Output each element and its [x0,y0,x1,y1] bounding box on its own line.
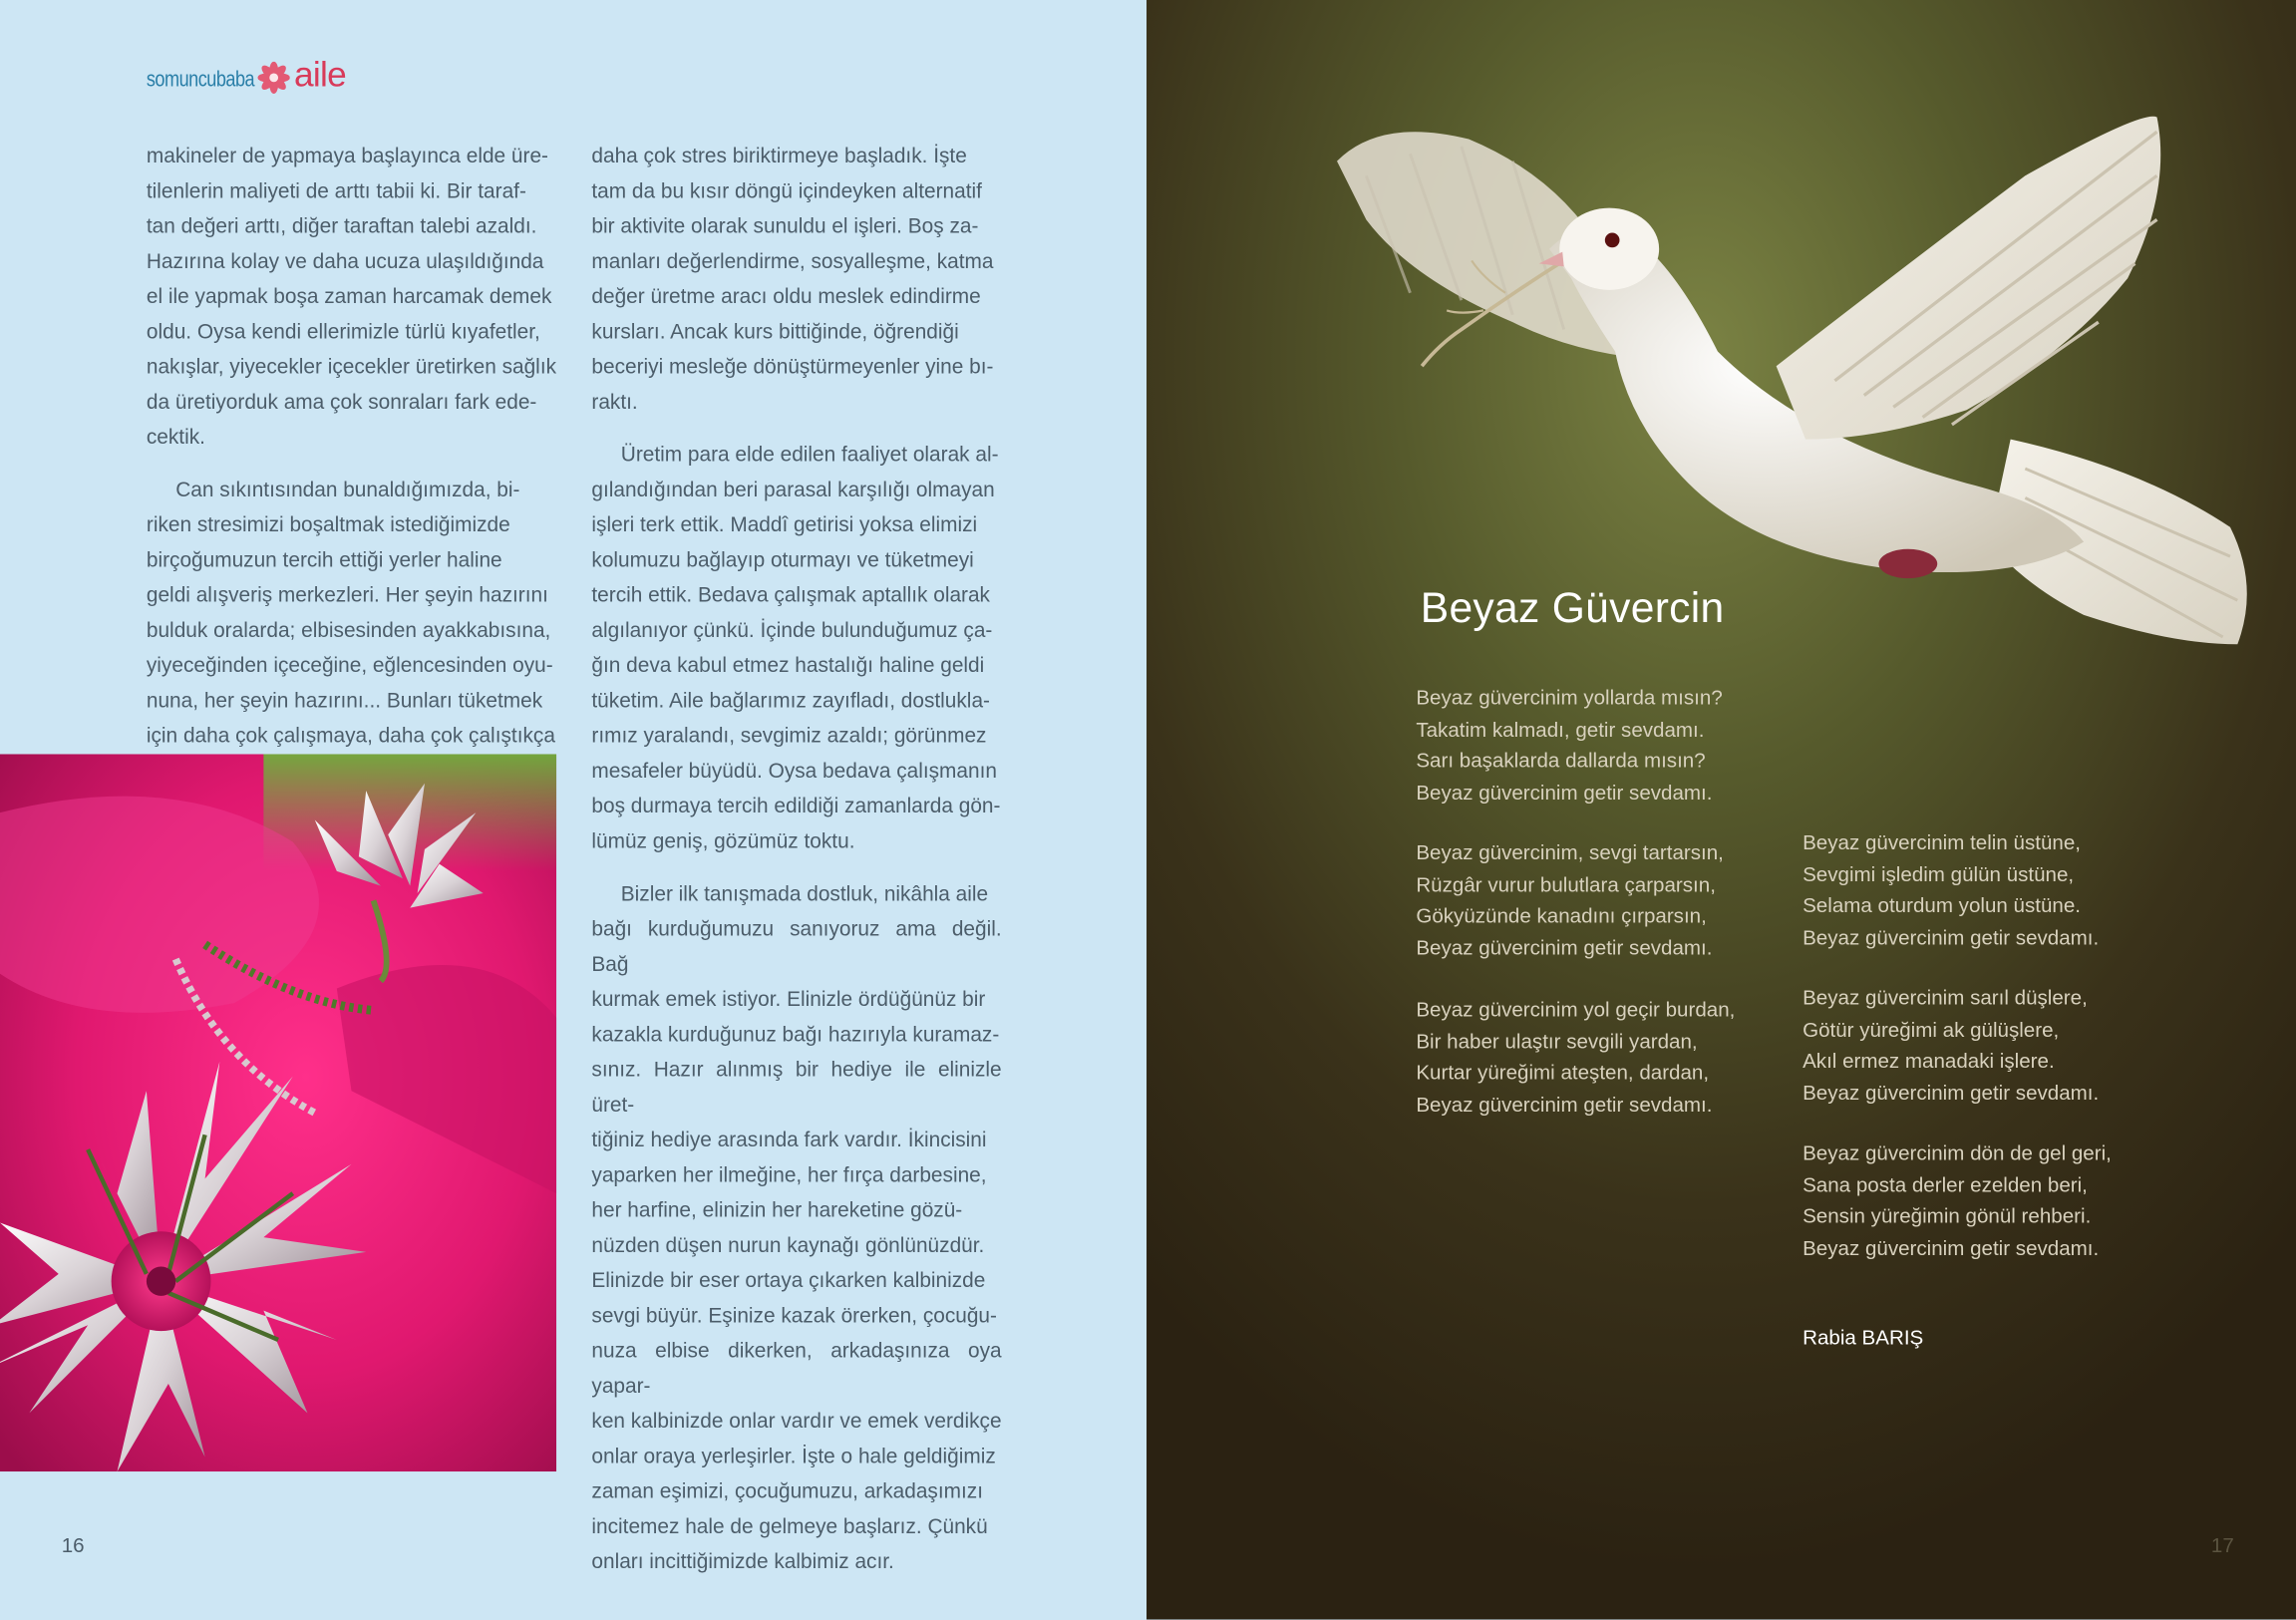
poem-line: Beyaz güvercinim getir sevdamı. [1416,934,1713,959]
poem-line: Takatim kalmadı, getir sevdamı. [1416,716,1705,741]
poem-line: Beyaz güvercinim getir sevdamı. [1803,924,2100,949]
logo-section-text: aile [293,55,346,96]
paragraph: daha çok stres biriktirmeye başladık. İşte tam da bu kısır döngü içindeyken alternatif bir aktivite olarak sunuldu el işleri. Boş za- manları değerlendirme, sosyalleşme, katma değer üretme aracı oldu meslek edindirme kursları. Ancak kurs bittiğinde, öğrendiği beceriyi mesleğe dönüştürmeyenler yine bı- raktı. [591,145,994,415]
poem-line: Beyaz güvercinim yol geçir burdan, [1416,997,1736,1021]
poem-line: Beyaz güvercinim getir sevdamı. [1803,1234,2100,1259]
poem-stanza [1803,983,2099,1109]
poem-line: Bir haber ulaştır sevgili yardan, [1416,1028,1698,1053]
poem-stanza [1803,1137,2112,1263]
poem-line: Beyaz güvercinim yollarda mısın? [1416,685,1723,709]
poem-stanza [1416,837,1724,963]
poem-stanza [1416,994,1735,1120]
poem-line: Akıl ermez manadaki işlere. [1803,1048,2055,1073]
embroidery-photo [0,754,556,1471]
poem-line: Beyaz güvercinim sarıl düşlere, [1803,985,2088,1010]
text-column-2 [591,140,1001,1580]
poem-line: Beyaz güvercinim getir sevdamı. [1416,1091,1713,1116]
paragraph: Bizler ilk tanışmada dostluk, nikâhla aile bağı kurduğumuzu sanıyoruz ama değil. Bağ kurmak emek istiyor. Elinizle ördüğünüz bir kazakla kurduğunuz bağı hazırıyla kuramaz- sınız. Hazır alınmış bir hediye ile elinizle üret- tiğiniz hediye arasında fark vardır. İkincisini yaparken her ilmeğine, her fırça darbesine, her harfine, elinizin her hareketine gözü- nüzden düşen nurun kaynağı gönlünüzdür. Elinizde bir eser ortaya çıkarken kalbinizde sevgi büyür. Eşinize kazak örerken, çocuğu- nuza elbise dikerken, arkadaşınıza oya yapar- ken kalbinizde onlar vardır ve emek verdikçe onlar oraya yerleşirler. İşte o hale geldiğimiz zaman eşimizi, çocuğumuzu, arkadaşımızı incitemez hale de gelmeye başlarız. Çünkü onları incittiğimizde kalbimiz acır. [591,882,1002,1574]
paragraph: Can sıkıntısından bunaldığımızda, bi- riken stresimizi boşaltmak istediğimizde birçoğumuzun tercih ettiği yerler haline geldi alışveriş merkezleri. Her şeyin hazırını bulduk oralarda; elbisesinden ayakkabısına, yiyeceğinden içeceğine, eğlencesinden oyu- nuna, her şeyin hazırını... Bunları tüketmek için daha çok çalışmaya, daha çok çalıştıkça [146,479,555,749]
poem-line: Beyaz güvercinim, sevgi tartarsın, [1416,840,1724,864]
left-page [0,0,1147,1619]
paragraph: makineler de yapmaya başlayınca elde üre- tilenlerin maliyeti de arttı tabii ki. Bir taraf- tan değeri arttı, diğer taraftan talebi azaldı. Hazırına kolay ve daha ucuza ulaşıldığında el ile yapmak boşa zaman harcamak demek oldu. Oysa kendi ellerimizle türlü kıyafetler, nakışlar, yiyecekler içecekler üretirken sağlık da üretiyorduk ama çok sonraları fark ede- cektik. [146,145,557,450]
right-page [1147,0,2296,1619]
poem-line: Sensin yüreğimin gönül rehberi. [1803,1203,2092,1227]
poem-line: Götür yüreğimi ak gülüşlere, [1803,1017,2060,1041]
page-number: 17 [2210,1532,2234,1557]
poem-line: Kurtar yüreğimi ateşten, dardan, [1416,1060,1710,1084]
text-column-1 [147,140,556,755]
poem-line: Selama oturdum yolun üstüne. [1803,892,2082,917]
poem-line: Beyaz güvercinim getir sevdamı. [1416,780,1713,804]
poem-line: Beyaz güvercinim dön de gel geri, [1803,1140,2112,1164]
flower-icon [257,62,289,94]
poem-stanza [1416,682,1722,808]
paragraph: Üretim para elde edilen faaliyet olarak al- gılandığından beri parasal karşılığı olmayan işleri terk ettik. Maddî getirisi yoksa elimizi kolumuzu bağlayıp oturmayı ve tüketmeyi tercih ettik. Bedava çalışmak aptallık olarak algılanıyor çünkü. İçinde bulunduğumuz ça- ğın deva kabul etmez hastalığı haline geldi tüketim. Aile bağlarımız zayıfladı, dostlukla- rımız yaralandı, sevgimiz azaldı; görünmez mesafeler büyüdü. Oysa bedava çalışmanın boş durmaya tercih edildiği zamanlarda gön- lümüz geniş, gözümüz toktu. [591,444,1001,854]
page-number: 16 [61,1532,85,1557]
poem-title: Beyaz Güvercin [1420,585,1725,633]
dove-photo [1147,0,2296,1619]
poem-line: Beyaz güvercinim getir sevdamı. [1803,1080,2100,1104]
poem-author: Rabia BARIŞ [1803,1325,1924,1349]
poem-line: Beyaz güvercinim telin üstüne, [1803,829,2081,854]
poem-stanza [1803,827,2099,953]
poem-line: Sana posta derler ezelden beri, [1803,1171,2088,1196]
poem-line: Gökyüzünde kanadını çırparsın, [1416,903,1707,927]
poem-line: Sarı başaklarda dallarda mısın? [1416,748,1706,773]
poem-line: Rüzgâr vurur bulutlara çarparsın, [1416,871,1716,896]
poem-line: Sevgimi işledim gülün üstüne, [1803,861,2075,885]
logo-brand-text: somuncubaba [146,67,255,93]
magazine-logo [147,53,346,94]
